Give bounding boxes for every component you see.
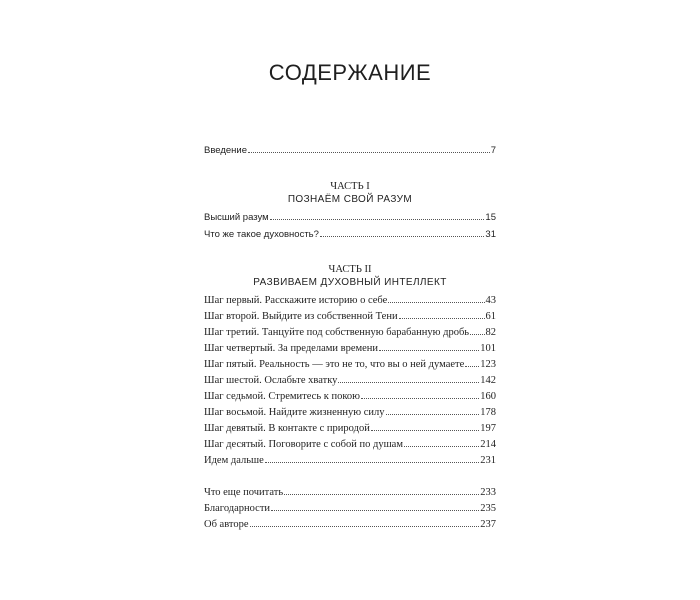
toc-entry[interactable] bbox=[204, 374, 496, 388]
dot-leader bbox=[361, 398, 479, 399]
toc-entry-label: Идем дальше bbox=[204, 455, 264, 466]
part-1-title: ПОЗНАЁМ СВОЙ РАЗУМ bbox=[287, 194, 413, 205]
toc-entry[interactable] bbox=[204, 454, 496, 468]
dot-leader bbox=[379, 350, 479, 351]
dot-leader bbox=[320, 236, 485, 237]
toc-entry[interactable] bbox=[204, 406, 496, 420]
toc-entry-page: 178 bbox=[480, 407, 496, 418]
page-title: СОДЕРЖАНИЕ bbox=[268, 60, 432, 85]
toc-entry-page: 235 bbox=[480, 503, 496, 514]
toc-entry-page: 160 bbox=[480, 391, 496, 402]
toc-entry-page: 123 bbox=[480, 359, 496, 370]
toc-entry-label: Шаг восьмой. Найдите жизненную силу bbox=[204, 407, 385, 418]
part-2-heading: ЧАСТЬ II bbox=[328, 264, 372, 275]
dot-leader bbox=[404, 446, 479, 447]
dot-leader bbox=[250, 526, 480, 527]
toc-entry[interactable] bbox=[204, 294, 496, 308]
toc-entry-page: 101 bbox=[480, 343, 496, 354]
toc-entry-label: Благодарности bbox=[204, 503, 271, 514]
dot-leader bbox=[399, 318, 485, 319]
dot-leader bbox=[470, 334, 484, 335]
dot-leader bbox=[371, 430, 479, 431]
toc-entry-page: 61 bbox=[485, 311, 496, 322]
toc-entry[interactable] bbox=[204, 518, 496, 532]
toc-entry-intro[interactable] bbox=[204, 144, 496, 158]
toc-entry-label: Шаг третий. Танцуйте под собственную барабанную дробь bbox=[204, 327, 470, 338]
toc-entry-page: 7 bbox=[490, 145, 496, 156]
toc-entry-page: 43 bbox=[485, 295, 496, 306]
toc-entry[interactable] bbox=[204, 422, 496, 436]
toc-entry[interactable] bbox=[204, 502, 496, 516]
dot-leader bbox=[338, 382, 479, 383]
toc-entry-page: 82 bbox=[485, 327, 496, 338]
toc-entry[interactable] bbox=[204, 211, 496, 225]
toc-entry-page: 231 bbox=[480, 455, 496, 466]
toc-entry[interactable] bbox=[204, 228, 496, 242]
toc-entry-page: 31 bbox=[485, 229, 496, 240]
toc-entry-label: Об авторе bbox=[204, 519, 249, 530]
toc-entry-label: Шаг пятый. Реальность — это не то, что вы о ней думаете bbox=[204, 359, 465, 370]
toc-entry-label: Что же такое духовность? bbox=[204, 229, 319, 240]
dot-leader bbox=[284, 494, 479, 495]
toc-entry[interactable] bbox=[204, 358, 496, 372]
toc-entry[interactable] bbox=[204, 326, 496, 340]
toc-entry-label: Шаг шестой. Ослабьте хватку bbox=[204, 375, 338, 386]
toc-entry-label: Шаг девятый. В контакте с природой bbox=[204, 423, 370, 434]
toc-entry[interactable] bbox=[204, 342, 496, 356]
toc-entry-label: Шаг первый. Расскажите историю о себе bbox=[204, 295, 388, 306]
toc-entry-label: Шаг четвертый. За пределами времени bbox=[204, 343, 379, 354]
toc-entry-page: 15 bbox=[485, 212, 496, 223]
dot-leader bbox=[386, 414, 480, 415]
toc-entry-page: 142 bbox=[480, 375, 496, 386]
toc-entry[interactable] bbox=[204, 438, 496, 452]
toc-entry-label: Шаг десятый. Поговорите с собой по душам bbox=[204, 439, 403, 450]
toc-entry-page: 233 bbox=[480, 487, 496, 498]
part-2-title: РАЗВИВАЕМ ДУХОВНЫЙ ИНТЕЛЛЕКТ bbox=[253, 277, 447, 288]
dot-leader bbox=[271, 510, 479, 511]
toc-entry[interactable] bbox=[204, 310, 496, 324]
toc-entry-label: Введение bbox=[204, 145, 248, 156]
toc-entry[interactable] bbox=[204, 390, 496, 404]
toc-entry-label: Что еще почитать bbox=[204, 487, 284, 498]
dot-leader bbox=[248, 152, 490, 153]
dot-leader bbox=[270, 219, 485, 220]
toc-entry-page: 214 bbox=[480, 439, 496, 450]
dot-leader bbox=[465, 366, 479, 367]
toc-entry-label: Шаг седьмой. Стремитесь к покою bbox=[204, 391, 360, 402]
dot-leader bbox=[265, 462, 480, 463]
part-1-heading: ЧАСТЬ I bbox=[330, 181, 370, 192]
toc-entry-label: Шаг второй. Выйдите из собственной Тени bbox=[204, 311, 398, 322]
toc-entry-label: Высший разум bbox=[204, 212, 269, 223]
toc-entry-page: 237 bbox=[480, 519, 496, 530]
toc-entry[interactable] bbox=[204, 486, 496, 500]
dot-leader bbox=[388, 302, 484, 303]
toc-entry-page: 197 bbox=[480, 423, 496, 434]
